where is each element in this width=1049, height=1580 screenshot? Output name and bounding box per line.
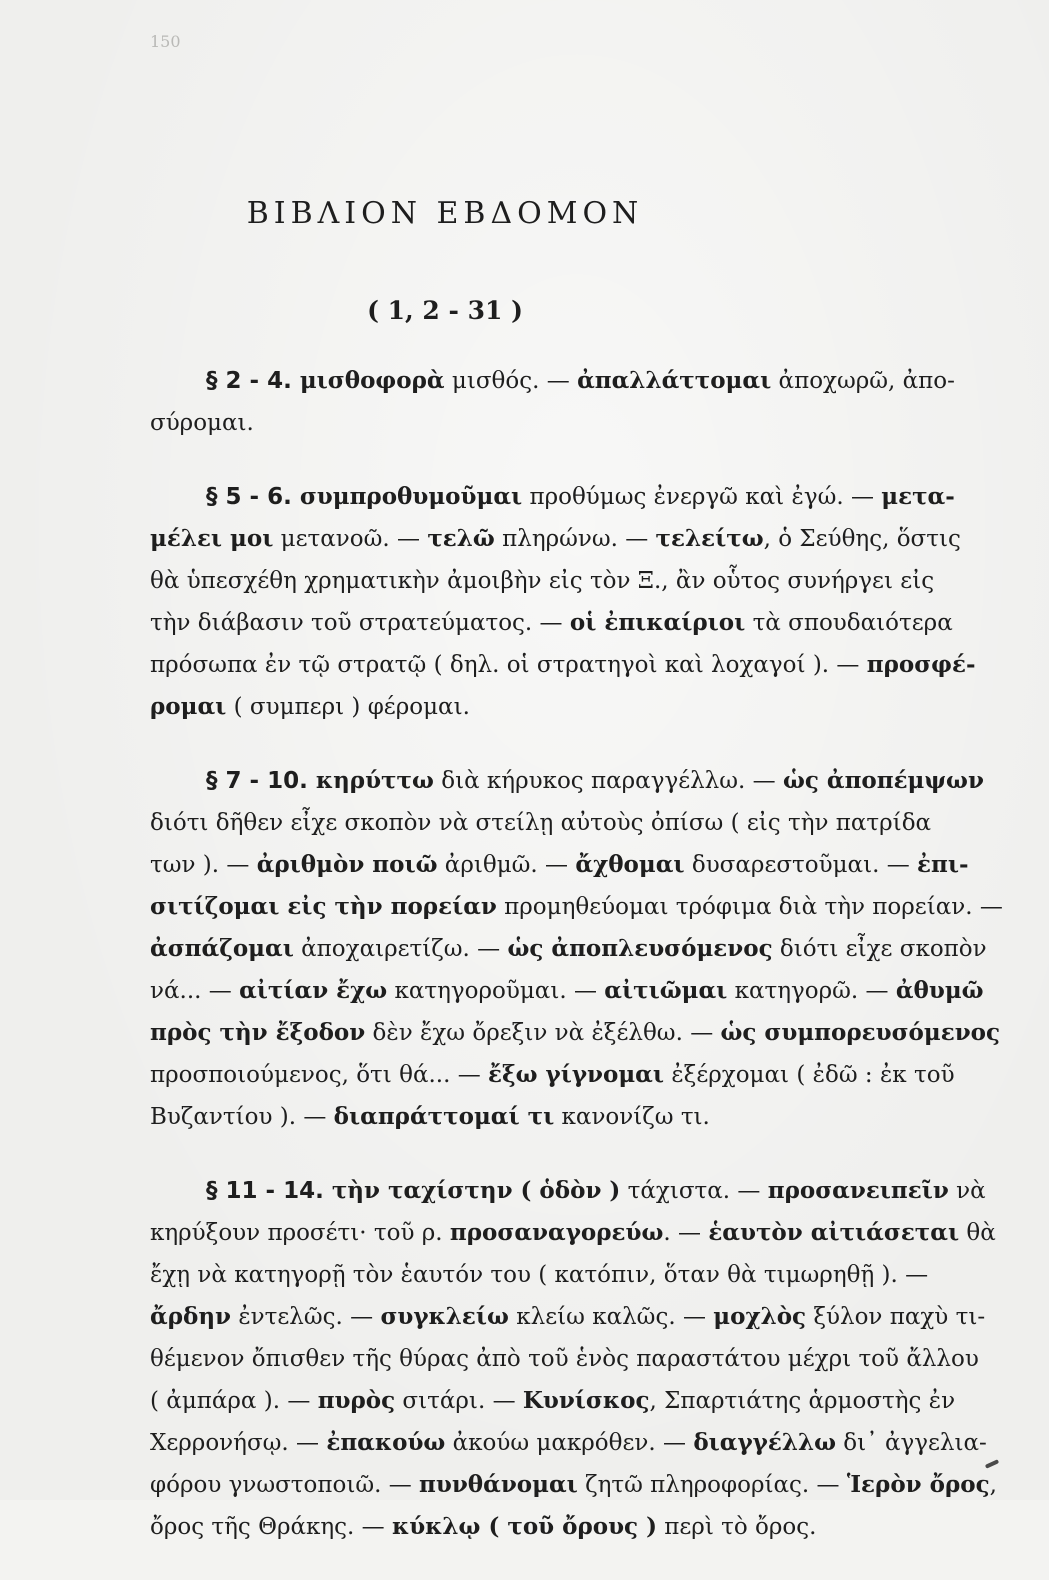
glossary-term: κύκλῳ ( τοῦ ὄρους ) — [391, 1513, 657, 1540]
definition-text: ἀκούω μακρόθεν. — — [445, 1430, 694, 1456]
glossary-term: μισθοφορὰ — [299, 367, 445, 394]
definition-text: ( συμπερι ) φέρομαι. — [226, 694, 470, 720]
glossary-term: ὡς συμπορευσόμενος — [720, 1019, 1000, 1046]
text-line — [150, 1012, 1015, 1054]
glossary-term: οἱ ἐπικαίριοι — [569, 609, 746, 636]
definition-text: προθύμως ἐνεργῶ καὶ ἐγώ. — — [522, 484, 882, 510]
definition-text: προμηθεύομαι τρόφιμα διὰ τὴν πορείαν. — — [496, 894, 1003, 920]
section-number: § 2 - 4. — [206, 368, 300, 394]
glossary-term: μοχλὸς — [713, 1303, 807, 1330]
glossary-term: ἐπακούω — [326, 1429, 446, 1456]
text-line — [150, 560, 1015, 602]
definition-text: ἐντελῶς. — — [231, 1304, 381, 1330]
text-line — [150, 686, 1015, 728]
definition-text: σύρομαι. — [150, 410, 254, 436]
glossary-content — [150, 360, 1015, 1580]
glossary-term: τὴν ταχίστην ( ὁδὸν ) — [331, 1177, 621, 1204]
definition-text: ἀποχωρῶ, ἀπο- — [771, 368, 955, 394]
definition-text: ὄρος τῆς Θράκης. — — [150, 1514, 392, 1540]
definition-text: διότι δῆθεν εἶχε σκοπὸν νὰ στείλῃ αὐτοὺς ὀπίσω ( εἰς τὴν πατρίδα — [150, 810, 932, 836]
glossary-term: προσανειπεῖν — [767, 1177, 949, 1204]
glossary-term: ἔξω γίγνομαι — [488, 1061, 665, 1088]
glossary-term: ὡς ἀποπέμψων — [782, 767, 984, 794]
glossary-term: ρομαι — [150, 693, 227, 720]
glossary-term: ἄρδην — [150, 1303, 232, 1330]
text-line — [150, 602, 1015, 644]
text-line — [150, 1254, 1015, 1296]
definition-text: ἔχῃ νὰ κατηγορῇ τὸν ἑαυτόν του ( κατόπιν, ὅταν θὰ τιμωρηθῇ ). — — [150, 1262, 929, 1288]
definition-text: Βυζαντίου ). — — [150, 1104, 334, 1130]
definition-text: ( ἀμπάρα ). — — [150, 1388, 318, 1414]
glossary-term: ὡς ἀποπλευσόμενος — [507, 935, 773, 962]
text-line — [150, 1054, 1015, 1096]
glossary-term: τελῶ — [427, 525, 495, 552]
text-line — [150, 360, 1015, 402]
definition-text: κανονίζω τι. — [554, 1104, 710, 1130]
definition-text: σιτάρι. — — [395, 1388, 523, 1414]
glossary-term: ἀπαλλάττομαι — [577, 367, 772, 394]
definition-text: διότι εἶχε σκοπὸν — [772, 936, 987, 962]
text-line — [150, 802, 1015, 844]
section-number: § 7 - 10. — [206, 768, 316, 794]
glossary-term: συγκλείω — [380, 1303, 509, 1330]
definition-text: πληρώνω. — — [494, 526, 656, 552]
definition-text: τὰ σπουδαιότερα — [745, 610, 953, 636]
definition-text: , Σπαρτιάτης ἁρμοστὴς ἐν — [649, 1388, 956, 1414]
glossary-term: ἀριθμὸν ποιῶ — [256, 851, 438, 878]
text-line — [150, 1212, 1015, 1254]
chapter-title: ΒΙΒΛΙΟΝ ΕΒΔΟΜΟΝ — [246, 196, 644, 231]
definition-text: θὰ ὑπεσχέθη χρηματικὴν ἀμοιβὴν εἰς τὸν Ξ., ἂν οὗτος συνήργει εἰς — [150, 568, 935, 594]
text-line — [150, 1296, 1015, 1338]
glossary-term: συμπροθυμοῦμαι — [299, 483, 523, 510]
text-line — [150, 518, 1015, 560]
text-line — [150, 1170, 1015, 1212]
glossary-term: Κυνίσκος — [522, 1387, 650, 1414]
text-line — [150, 1338, 1015, 1380]
definition-text: τὴν διάβασιν τοῦ στρατεύματος. — — [150, 610, 570, 636]
definition-text: , ὁ Σεύθης, ὅστις — [763, 526, 961, 552]
text-line — [150, 928, 1015, 970]
glossary-term: διαπράττομαί τι — [333, 1103, 555, 1130]
definition-text: ζητῶ πληροφορίας. — — [577, 1472, 847, 1498]
definition-text: τάχιστα. — — [620, 1178, 768, 1204]
definition-text: μισθός. — — [444, 368, 578, 394]
glossary-term: ἑαυτὸν αἰτιάσεται — [708, 1219, 960, 1246]
definition-text: δυσαρεστοῦμαι. — — [684, 852, 918, 878]
glossary-term: πυνθάνομαι — [419, 1471, 578, 1498]
definition-text: διὰ κήρυκος παραγγέλλω. — — [433, 768, 783, 794]
definition-text: νὰ — [948, 1178, 986, 1204]
glossary-paragraph — [150, 476, 1015, 728]
definition-text: περὶ τὸ ὄρος. — [656, 1514, 817, 1540]
definition-text: νά... — — [150, 978, 240, 1004]
definition-text: των ). — — [150, 852, 257, 878]
definition-text: κατηγορῶ. — — [727, 978, 896, 1004]
page-number: 150 — [150, 32, 181, 51]
glossary-paragraph — [150, 760, 1015, 1138]
definition-text: θὰ — [959, 1220, 996, 1246]
definition-text: ἐξέρχομαι ( ἐδῶ : ἐκ τοῦ — [664, 1062, 955, 1088]
text-line — [150, 844, 1015, 886]
glossary-term: τελείτω — [655, 525, 764, 552]
section-number: § 11 - 14. — [206, 1178, 332, 1204]
glossary-term: αἰτίαν ἔχω — [239, 977, 388, 1004]
definition-text: πρόσωπα ἐν τῷ στρατῷ ( δηλ. οἱ στρατηγοὶ καὶ λοχαγοί ). — — [150, 652, 867, 678]
definition-text: , — [989, 1472, 997, 1498]
definition-text: κηρύξουν προσέτι· τοῦ ρ. — [150, 1220, 450, 1246]
section-number: § 5 - 6. — [206, 484, 300, 510]
definition-text: . — — [663, 1220, 709, 1246]
text-line — [150, 886, 1015, 928]
definition-text: φόρου γνωστοποιῶ. — — [150, 1472, 420, 1498]
definition-text: κλείω καλῶς. — — [508, 1304, 714, 1330]
text-line — [150, 1506, 1015, 1548]
glossary-term: μετα- — [881, 483, 955, 510]
glossary-term: πυρὸς — [317, 1387, 396, 1414]
glossary-term: πρὸς τὴν ἔξοδον — [150, 1019, 366, 1046]
chapter-subtitle: ( 1, 2 - 31 ) — [367, 296, 523, 325]
glossary-term: ἐπι- — [917, 851, 969, 878]
text-line — [150, 970, 1015, 1012]
text-line — [150, 1096, 1015, 1138]
text-line — [150, 1422, 1015, 1464]
definition-text: Χερρονήσῳ. — — [150, 1430, 327, 1456]
text-line — [150, 402, 1015, 444]
text-line — [150, 760, 1015, 802]
text-line — [150, 644, 1015, 686]
glossary-term: διαγγέλλω — [693, 1429, 836, 1456]
definition-text: ἀριθμῶ. — — [437, 852, 576, 878]
definition-text: θέμενον ὄπισθεν τῆς θύρας ἀπὸ τοῦ ἑνὸς παραστάτου μέχρι τοῦ ἄλλου — [150, 1346, 979, 1372]
definition-text: κατηγοροῦμαι. — — [387, 978, 605, 1004]
definition-text: δι᾽ ἀγγελια- — [835, 1430, 987, 1456]
glossary-term: ἄχθομαι — [575, 851, 685, 878]
definition-text: προσποιούμενος, ὅτι θά... — — [150, 1062, 489, 1088]
definition-text: ἀποχαιρετίζω. — — [293, 936, 508, 962]
glossary-term: προσαναγορεύω — [449, 1219, 664, 1246]
glossary-term: ἀσπάζομαι — [150, 935, 294, 962]
glossary-paragraph — [150, 1170, 1015, 1548]
glossary-term: κηρύττω — [315, 767, 434, 794]
definition-text: ξύλον παχὺ τι- — [806, 1304, 986, 1330]
text-line — [150, 476, 1015, 518]
glossary-term: ἀθυμῶ — [895, 977, 984, 1004]
text-line — [150, 1380, 1015, 1422]
glossary-term: αἰτιῶμαι — [604, 977, 728, 1004]
glossary-paragraph — [150, 360, 1015, 444]
glossary-term: Ἱερὸν ὄρος — [846, 1471, 990, 1498]
glossary-term: προσφέ- — [866, 651, 976, 678]
glossary-term: μέλει μοι — [150, 525, 274, 552]
definition-text: δὲν ἔχω ὄρεξιν νὰ ἐξέλθω. — — [365, 1020, 721, 1046]
definition-text: μετανοῶ. — — [273, 526, 428, 552]
glossary-term: σιτίζομαι εἰς τὴν πορείαν — [150, 893, 497, 920]
